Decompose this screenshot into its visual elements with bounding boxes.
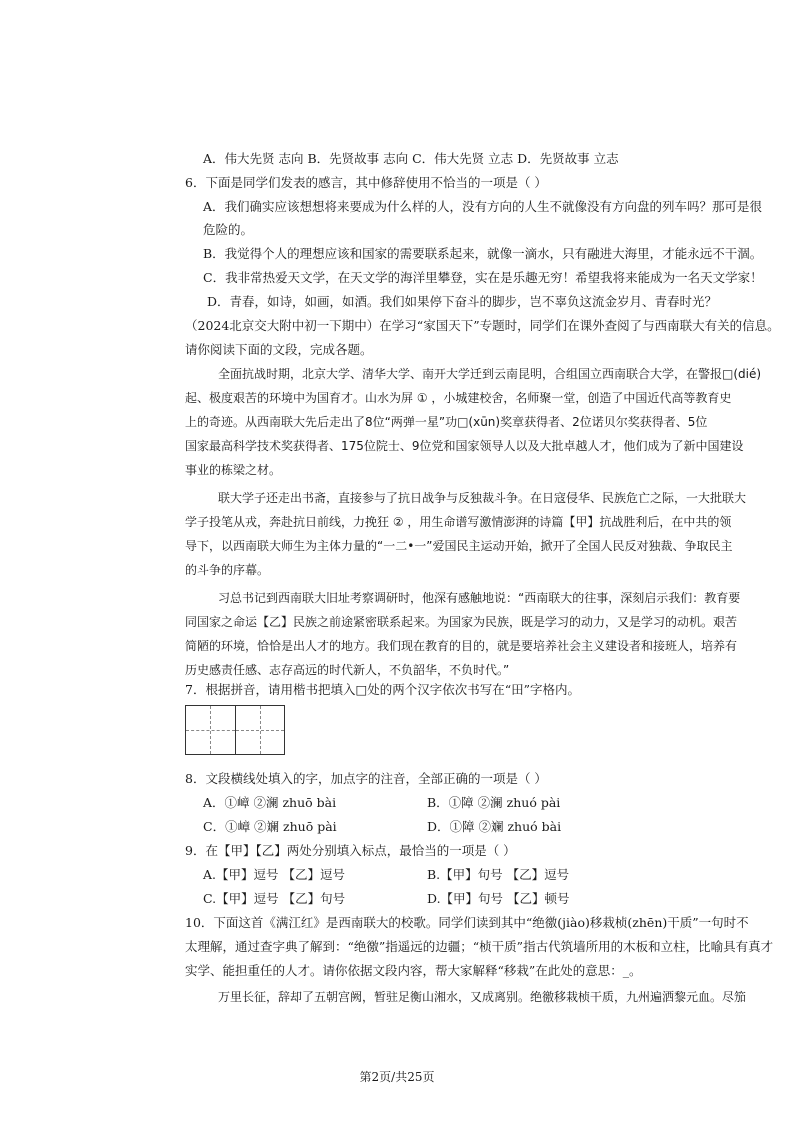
text-line: （2024北京交大附中初一下期中）在学习“家国天下”专题时，同学们在课外查阅了与西南联大有关的信息。 <box>185 318 780 333</box>
text-line: B．我觉得个人的理想应该和国家的需要联系起来，就像一滴水，只有融进大海里，才能永远不干涸。 <box>203 246 763 261</box>
text-line: 9．在【甲】【乙】两处分别填入标点，最恰当的一项是（ ） <box>185 843 516 858</box>
tianzige-cell-1[interactable] <box>186 706 235 754</box>
text-line: A．伟大先贤 志向 B．先贤故事 志向 C．伟大先贤 立志 D．先贤故事 立志 <box>203 151 619 166</box>
text-line: 联大学子还走出书斋，直接参与了抗日战争与反独裁斗争。在日寇侵华、民族危亡之际，一大批联大 <box>218 491 747 505</box>
text-line: D.【甲】句号 【乙】顿号 <box>427 891 570 906</box>
text-line: 上的奇迹。从西南联大先后走出了8位“两弹一星”功□(xūn)奖章获得者、2位诺贝尔奖获得者、5位 <box>185 415 708 429</box>
text-line: 国家最高科学技术奖获得者、175位院士、9位党和国家领导人以及大批卓越人才，他们成为了新中国建设 <box>185 439 744 453</box>
text-line: B．①障 ②澜 zhuó pài <box>427 795 561 810</box>
text-line: D．青春，如诗，如画，如酒。我们如果停下奋斗的脚步，岂不辜负这流金岁月、青春时光？ <box>207 294 718 309</box>
tianzige-cell-2[interactable] <box>235 706 285 754</box>
text-line: 10．下面这首《满江红》是西南联大的校歌。同学们读到其中“绝徼(jiào)移栽桢(zhēn)干质”一句时不 <box>185 915 749 930</box>
text-line: 简陋的环境，恰恰是出人才的地方。我们现在教育的目的，就是要培养社会主义建设者和接班人，培养有 <box>185 639 738 653</box>
text-line: 实学、能担重任的人才。请你依据文段内容，帮大家解释“移栽”在此处的意思：_。 <box>185 963 642 978</box>
text-line: A.【甲】逗号 【乙】逗号 <box>203 867 345 882</box>
text-line: 历史感责任感、志存高远的时代新人，不负韶华，不负时代。” <box>185 663 510 677</box>
text-line: 全面抗战时期，北京大学、清华大学、南开大学迁到云南昆明，合组国立西南联合大学，在警报□(dié) <box>218 367 762 381</box>
text-line: C.【甲】逗号 【乙】句号 <box>203 891 346 906</box>
text-line: 起、极度艰苦的环境中为国育才。山水为屏 ① ，小城建校舍，名师聚一堂，创造了中国近代高等教育史 <box>185 391 732 405</box>
page-footer: 第2页/共25页 <box>359 1070 435 1084</box>
text-line: 万里长征，辞却了五朝宫阙，暂驻足衡山湘水，又成离别。绝徼移栽桢干质，九州遍洒黎元血。尽笳 <box>218 990 747 1004</box>
text-line: 请你阅读下面的文段，完成各题。 <box>185 342 373 357</box>
text-line: 的斗争的序幕。 <box>185 563 270 577</box>
text-line: 事业的栋梁之材。 <box>185 463 282 477</box>
text-line: 8．文段横线处填入的字，加点字的注音，全部正确的一项是（ ） <box>185 771 547 786</box>
text-line: C．①嶂 ②斓 zhuō pài <box>203 819 337 834</box>
text-line: 习总书记到西南联大旧址考察调研时，他深有感触地说：“西南联大的往事，深刻启示我们：教育要 <box>218 591 741 605</box>
text-line: D．①障 ②斓 zhuó bài <box>427 819 562 834</box>
text-line: B.【甲】句号 【乙】逗号 <box>427 867 570 882</box>
text-line: 危险的。 <box>203 222 254 237</box>
text-line: A．我们确实应该想想将来要成为什么样的人，没有方向的人生不就像没有方向盘的列车吗？那可是很 <box>203 199 763 214</box>
text-line: 学子投笔从戎，奔赴抗日前线，力挽狂 ② ，用生命谱写激情澎湃的诗篇【甲】抗战胜利后，在中共的领 <box>185 515 732 529</box>
text-line: C．我非常热爱天文学，在天文学的海洋里攀登，实在是乐趣无穷！希望我将来能成为一名天文学家！ <box>203 270 763 285</box>
text-line: 同国家之命运【乙】民族之前途紧密联系起来。为国家为民族，既是学习的动力，又是学习的动机。艰苦 <box>185 615 738 629</box>
text-line: 7．根据拼音，请用楷书把填入□处的两个汉字依次书写在“田”字格内。 <box>185 682 581 697</box>
text-line: 太理解，通过查字典了解到：“绝徼”指遥远的边疆；“桢干质”指古代筑墙所用的木板和立柱，比喻具有真才 <box>185 939 774 954</box>
text-line: 导下，以西南联大师生为主体力量的“一二•一”爱国民主运动开始，掀开了全国人民反对独裁、争取民主 <box>185 539 733 553</box>
text-line: 6．下面是同学们发表的感言，其中修辞使用不恰当的一项是（ ） <box>185 175 547 190</box>
tianzige-writing-grid[interactable] <box>185 705 285 755</box>
text-line: A．①嶂 ②澜 zhuō bài <box>203 795 337 810</box>
